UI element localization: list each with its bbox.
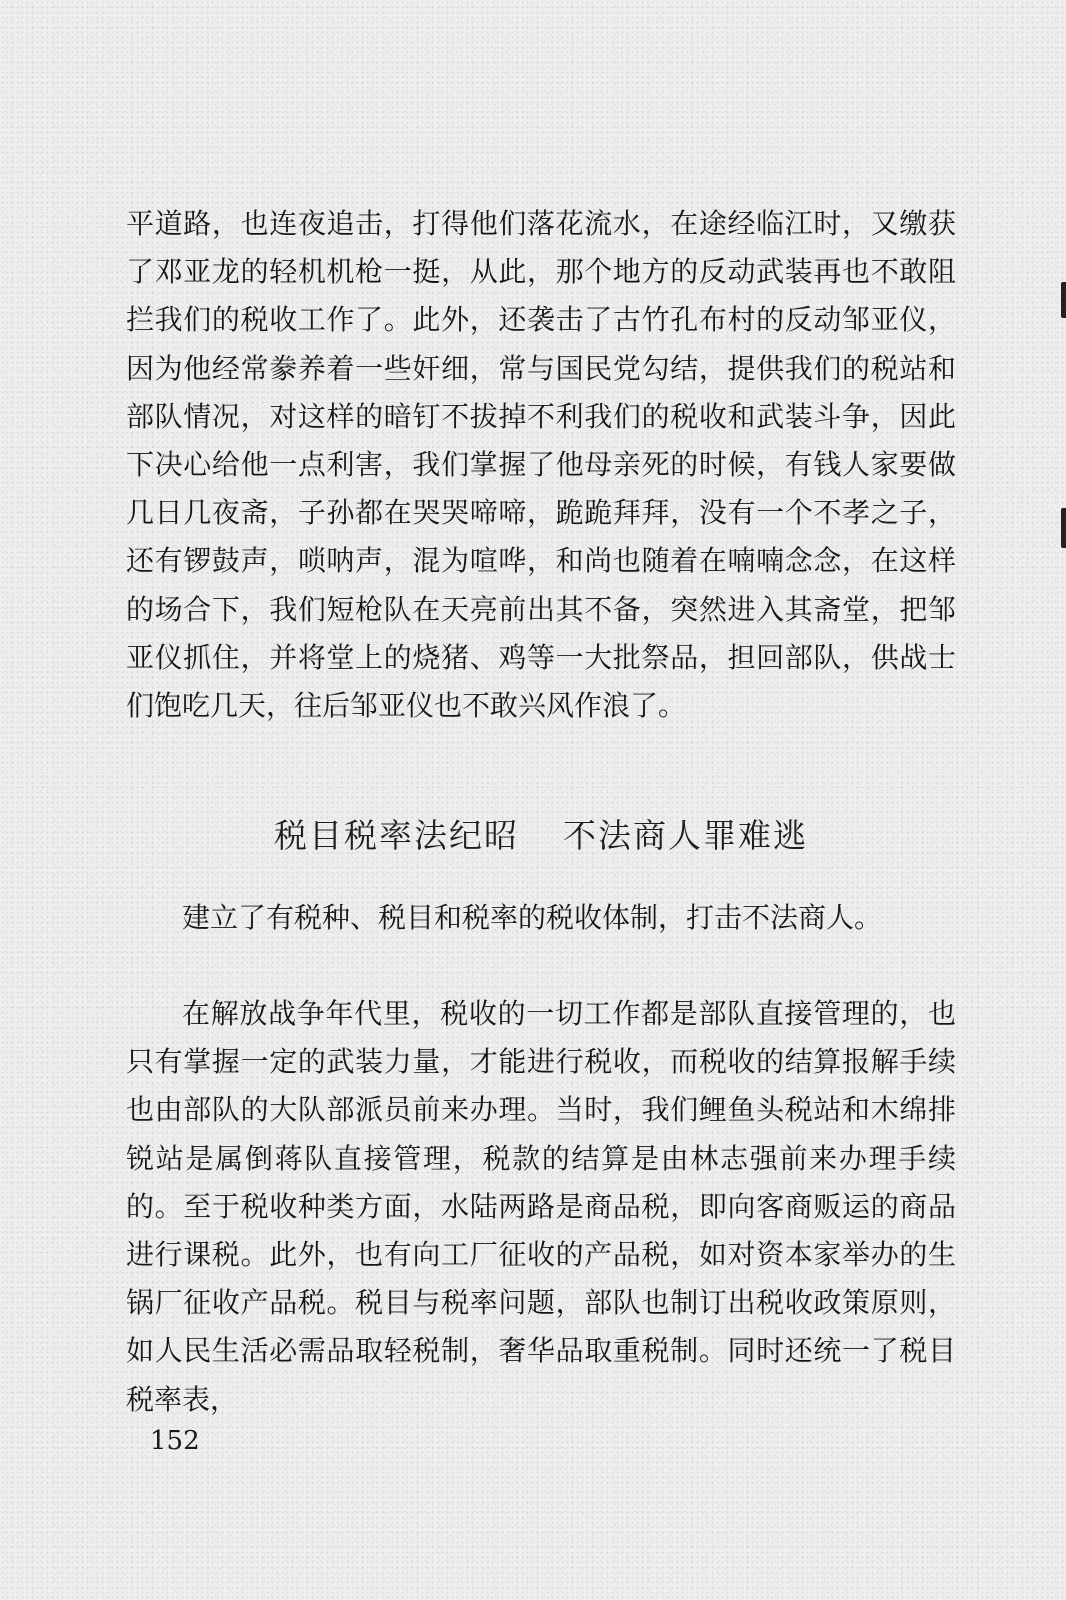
section-title (126, 812, 956, 860)
section-title-part-1: 税目税率法纪昭 (274, 816, 519, 855)
page-number: 152 (150, 1426, 200, 1456)
section-title-part-2: 不法商人罪难逃 (563, 816, 808, 855)
paragraph-continuation: 平道路，也连夜追击，打得他们落花流水，在途经临江时，又缴获了邓亚龙的轻机机枪一挺，从此，那个地方的反动武装再也不敢阻拦我们的税收工作了。此外，还袭击了古竹孔布村的反动邹亚仪，因为他经常豢养着一些奸细，常与国民党勾结，提供我们的税站和部队情况，对这样的暗钉不拔掉不利我们的税收和武装斗争，因此下决心给他一点利害，我们掌握了他母亲死的时候，有钱人家要做几日几夜斋，子孙都在哭哭啼啼，跪跪拜拜，没有一个不孝之子，还有锣鼓声，唢呐声，混为喧哗，和尚也随着在喃喃念念，在这样的场合下，我们短枪队在天亮前出其不备，突然进入其斋堂，把邹亚仪抓住，并将堂上的烧猪、鸡等一大批祭品，担回部队，供战士们饱吃几天，往后邹亚仪也不敢兴风作浪了。 (126, 207, 956, 723)
binding-edge-mark (1061, 508, 1066, 548)
paragraph-body: 在解放战争年代里，税收的一切工作都是部队直接管理的，也只有掌握一定的武装力量，才能进行税收，而税收的结算报解手续也由部队的大队部派员前来办理。当时，我们鲤鱼头税站和木绵排锐站是属倒蒋队直接管理，税款的结算是由林志强前来办理手续的。至于税收种类方面，水陆两路是商品税，即向客商贩运的商品进行课税。此外，也有向工厂征收的产品税，如对资本家举办的生锅厂征收产品税。税目与税率问题，部队也制订出税收政策原则，如人民生活必需品取轻税制，奢华品取重税制。同时还统一了税目税率表， (126, 997, 956, 1416)
paragraph-intro: 建立了有税种、税目和税率的税收体制，打击不法商人。 (182, 901, 883, 934)
binding-edge-mark (1061, 282, 1066, 318)
